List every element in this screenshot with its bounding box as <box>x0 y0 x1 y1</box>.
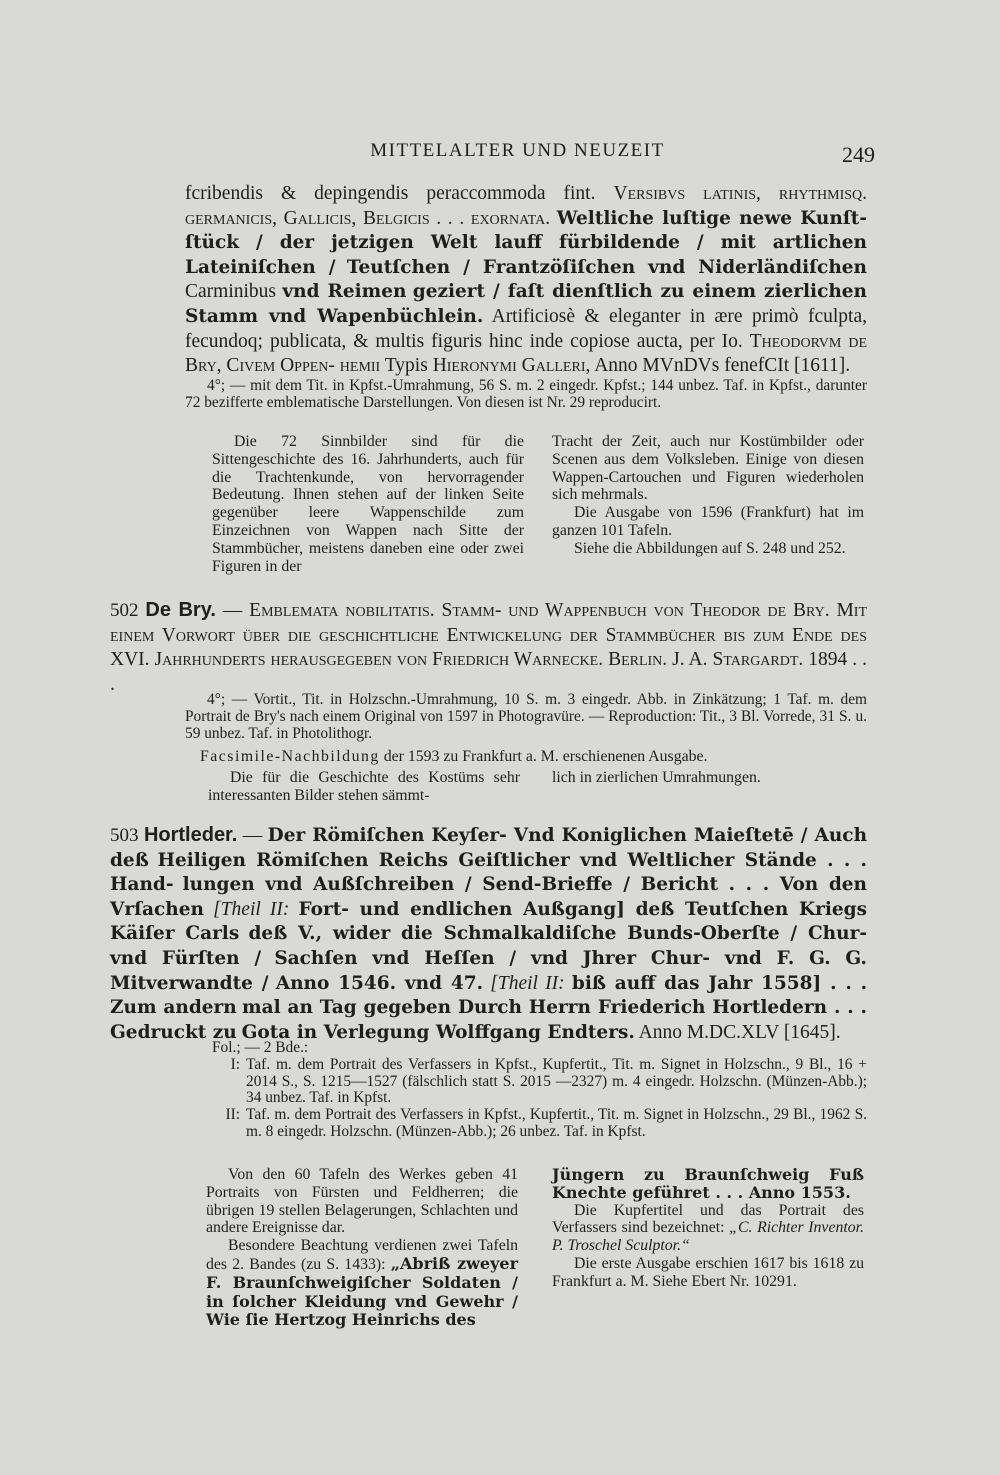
note-paragraph: Die erste Ausgabe erschien 1617 bis 1618 zu Frankfurt a. M. Siehe Ebert Nr. 10291. <box>552 1254 864 1290</box>
entry-502-note-left <box>208 769 520 805</box>
fraktur-text: Anno 1546. vnd 47. <box>275 972 484 994</box>
fraktur-text: biß auff das Jahr 1558] . . . Zum andern <box>110 972 868 1019</box>
entry-number: 503 <box>110 825 139 846</box>
entry-year: 1894 . . . <box>110 649 867 695</box>
fraktur-text: Heiligen Römiſchen Reichs Geiſtlicher vnd Weltlicher Stände . . . Hand- <box>110 849 867 896</box>
title-line: Hieronymi Galleri, <box>432 355 591 377</box>
entry-501-description: 4°; — mit dem Tit. in Kpfst.-Umrahmung, 56 S. m. 2 eingedr. Kpfst.; 144 unbez. Taf. in Kpfst., darunter 72 bezifferte emblematische Darstellungen. Von diesen ist Nr. 29 reproducirt. <box>185 377 867 411</box>
entry-501-title-continued <box>185 182 867 379</box>
entry-503-title <box>110 823 867 1045</box>
italic-text: [Theil II: <box>490 972 565 994</box>
entry-author: De Bry. <box>145 599 216 621</box>
format-line: Fol.; — 2 Bde.: <box>212 1039 309 1056</box>
italic-text: „C. Richter Inventor. P. Troschel Sculptor.“ <box>552 1219 864 1255</box>
title-line: Carminibus <box>185 281 276 303</box>
title-line: Versibvs latinis, rhythmisq. <box>613 183 868 204</box>
entry-503-note-right <box>552 1166 864 1291</box>
fraktur-text: ſtück / der jetzigen Welt lauff fürbildende / mit artlichen Lateiniſchen / <box>185 232 867 278</box>
entry-author: Hortleder. <box>143 824 238 846</box>
entry-502-note-right <box>552 769 864 787</box>
fraktur-text: „Abriß zweyer F. Braunſchweigiſcher Soldaten / in ſolcher Kleidung vnd Gewehr / Wie ſie Hertzog Heinrichs des <box>206 1253 518 1330</box>
fraktur-text: lungen vnd Außſchreiben / Send-Brieffe / Bericht . . . Von den Vrſachen <box>110 874 868 920</box>
note-text: Besondere Beachtung verdienen zwei Tafeln des 2. Bandes (zu S. 1433): <box>206 1237 518 1273</box>
note-paragraph: Die 72 Sinnbilder sind für die Sittengeschichte des 16. Jahrhunderts, auch für die Trachtenkunde, von hervorragender Bedeutung. Ihnen stehen auf der linken Seite gegenüber leere Wappenschilde zum Einzeichnen von Wappen nach Sitte der Stammbücher, meistens daneben eine oder zwei Figuren in der <box>212 433 524 575</box>
facsimile-text: der 1593 zu Frankfurt a. M. erschienenen Ausgabe. <box>383 748 708 765</box>
note-paragraph <box>552 1202 864 1255</box>
volume-label: I: <box>230 1055 240 1073</box>
facsimile-label: Facsimile-Nachbildung <box>200 748 380 765</box>
title-line: Artificiosè & eleganter in ære primò fculpta, fecundoq; publicata, & multis <box>185 305 867 352</box>
fraktur-text: Gota in Verlegung Wolffgang Endters. <box>241 1021 635 1043</box>
title-line: germanicis, Gallicis, Belgicis . . . exornata. <box>185 207 551 229</box>
title-line: figuris hinc inde copiose aucta, per Io. <box>431 330 743 352</box>
note-paragraph: Von den 60 Tafeln des Werkes geben 41 Portraits von Fürsten und Feldherren; die übrigen 19 stellen Belagerungen, Schlachten und andere Ereignisse dar. <box>206 1166 518 1237</box>
title-line: Theodorvm de Bry, Civem Oppen- <box>185 330 868 377</box>
entry-502-title <box>110 598 867 697</box>
fraktur-text: Fort- und endlichen Außgang] deß Teutſchen Kriegs Käiſer Carls <box>110 898 868 945</box>
note-paragraph: Die für die Geschichte des Kostüms sehr interessanten Bilder stehen sämmt- <box>208 769 520 804</box>
entry-dash: — <box>222 600 243 621</box>
title-line: fcribendis & depingendis peraccommoda fint. <box>185 183 596 204</box>
fraktur-text: Weltliche luſtige newe Kunſt- <box>556 207 867 229</box>
fraktur-text: deß V., wider die Schmalkaldiſche Bunds-Oberſte / Chur- vnd Fürſten / <box>110 923 867 969</box>
title-line: Anno M.DC.XLV [1645]. <box>638 1021 841 1043</box>
entry-number: 502 <box>110 600 139 621</box>
note-text: Die Kupfertitel und das Portrait des Verfassers sind bezeichnet: <box>552 1201 864 1237</box>
entry-publisher: J. A. Stargardt. <box>672 649 804 671</box>
entry-503-volumes <box>212 1040 867 1141</box>
note-paragraph: lich in zierlichen Umrahmungen. <box>552 769 761 786</box>
note-paragraph: Die Ausgabe von 1596 (Frankfurt) hat im ganzen 101 Tafeln. <box>552 504 864 539</box>
fraktur-text: Teutſchen / Frantzöſiſchen vnd Niderländiſchen <box>346 256 867 278</box>
entry-title: Emblemata nobilitatis. Stamm- und Wappenbuch von Theodor de Bry. Mit einem Vorwort über die geschichtliche Entwickelung der Stammbücher bis zum Ende des XVI. Jahrhunderts herausgegeben von Friedrich Warnecke. Berlin. <box>110 600 868 671</box>
entry-501-note-right <box>552 433 864 558</box>
running-header <box>160 140 875 170</box>
title-line: hemii <box>339 355 381 377</box>
fraktur-text: geziert / faſt dienſtlich zu einem zierlichen Stamm vnd Wapenbüchlein. <box>185 281 867 327</box>
fraktur-text: Der Römiſchen Keyſer- Vnd Koniglichen Maieſtetē / Auch deß <box>110 825 868 871</box>
note-paragraph: Siehe die Abbildungen auf S. 248 und 252. <box>574 539 846 557</box>
volume-label: II: <box>225 1106 240 1124</box>
note-paragraph: Tracht der Zeit, auch nur Kostümbilder oder Scenen aus dem Volksleben. Einige von diesen Wappen-Cartouchen und Figuren wiederholen sich mehrmals. <box>552 433 864 504</box>
entry-dash: — <box>242 825 263 846</box>
volume-1 <box>212 1057 867 1107</box>
volume-2 <box>212 1107 867 1141</box>
fraktur-text: Sachſen vnd Heſſen / vnd Jhrer Chur- vnd F. G. G. Mitverwandte / <box>110 947 867 994</box>
note-paragraph <box>206 1237 518 1330</box>
volume-text: Taf. m. dem Portrait des Verfassers in Kpfst., Kupfertit., Tit. m. Signet in Holzschn., 29 Bl., 1962 S. m. 8 eingedr. Holzschn. (Münzen-Abb.); 26 unbez. Taf. in Kpfst. <box>246 1106 867 1140</box>
entry-503-note-left <box>206 1166 518 1330</box>
entry-501-note-left <box>212 433 524 575</box>
title-line: Anno MVnDVs fenefCIt [1611]. <box>594 355 851 377</box>
running-title: MITTELALTER UND NEUZEIT <box>370 140 665 161</box>
fraktur-text: mal an Tag gegeben Durch Herrn Friederich Hortledern . . . Gedruckt zu <box>110 997 867 1043</box>
title-line: Typis <box>384 355 428 377</box>
italic-text: [Theil II: <box>213 898 290 920</box>
entry-502-facsimile <box>200 748 867 766</box>
volume-text: Taf. m. dem Portrait des Verfassers in Kpfst., Kupfertit., Tit. m. Signet in Holzschn., 9 Bl., 16 + 2014 S., S. 1215—1527 (fälschlich statt S. 2015 —2327) m. 4 eingedr. Holzschn. (Münzen-Abb.); 34 unbez. Taf. in Kpfst. <box>246 1055 867 1107</box>
entry-502-description: 4°; — Vortit., Tit. in Holzschn.-Umrahmung, 10 S. m. 3 eingedr. Abb. in Zinkätzung; 1 Taf. m. dem Portrait de Bry's nach einem Original von 1597 in Photogravüre. — Reproduction: Tit., 3 Bl. Vorrede, 31 S. u. 59 unbez. Taf. in Photolithogr. <box>185 691 867 742</box>
fraktur-text: vnd Reimen <box>282 281 407 303</box>
page-number: 249 <box>842 142 875 167</box>
fraktur-text: Jüngern zu Braunſchweig Fuß Knechte geführet . . . Anno 1553. <box>552 1165 864 1202</box>
